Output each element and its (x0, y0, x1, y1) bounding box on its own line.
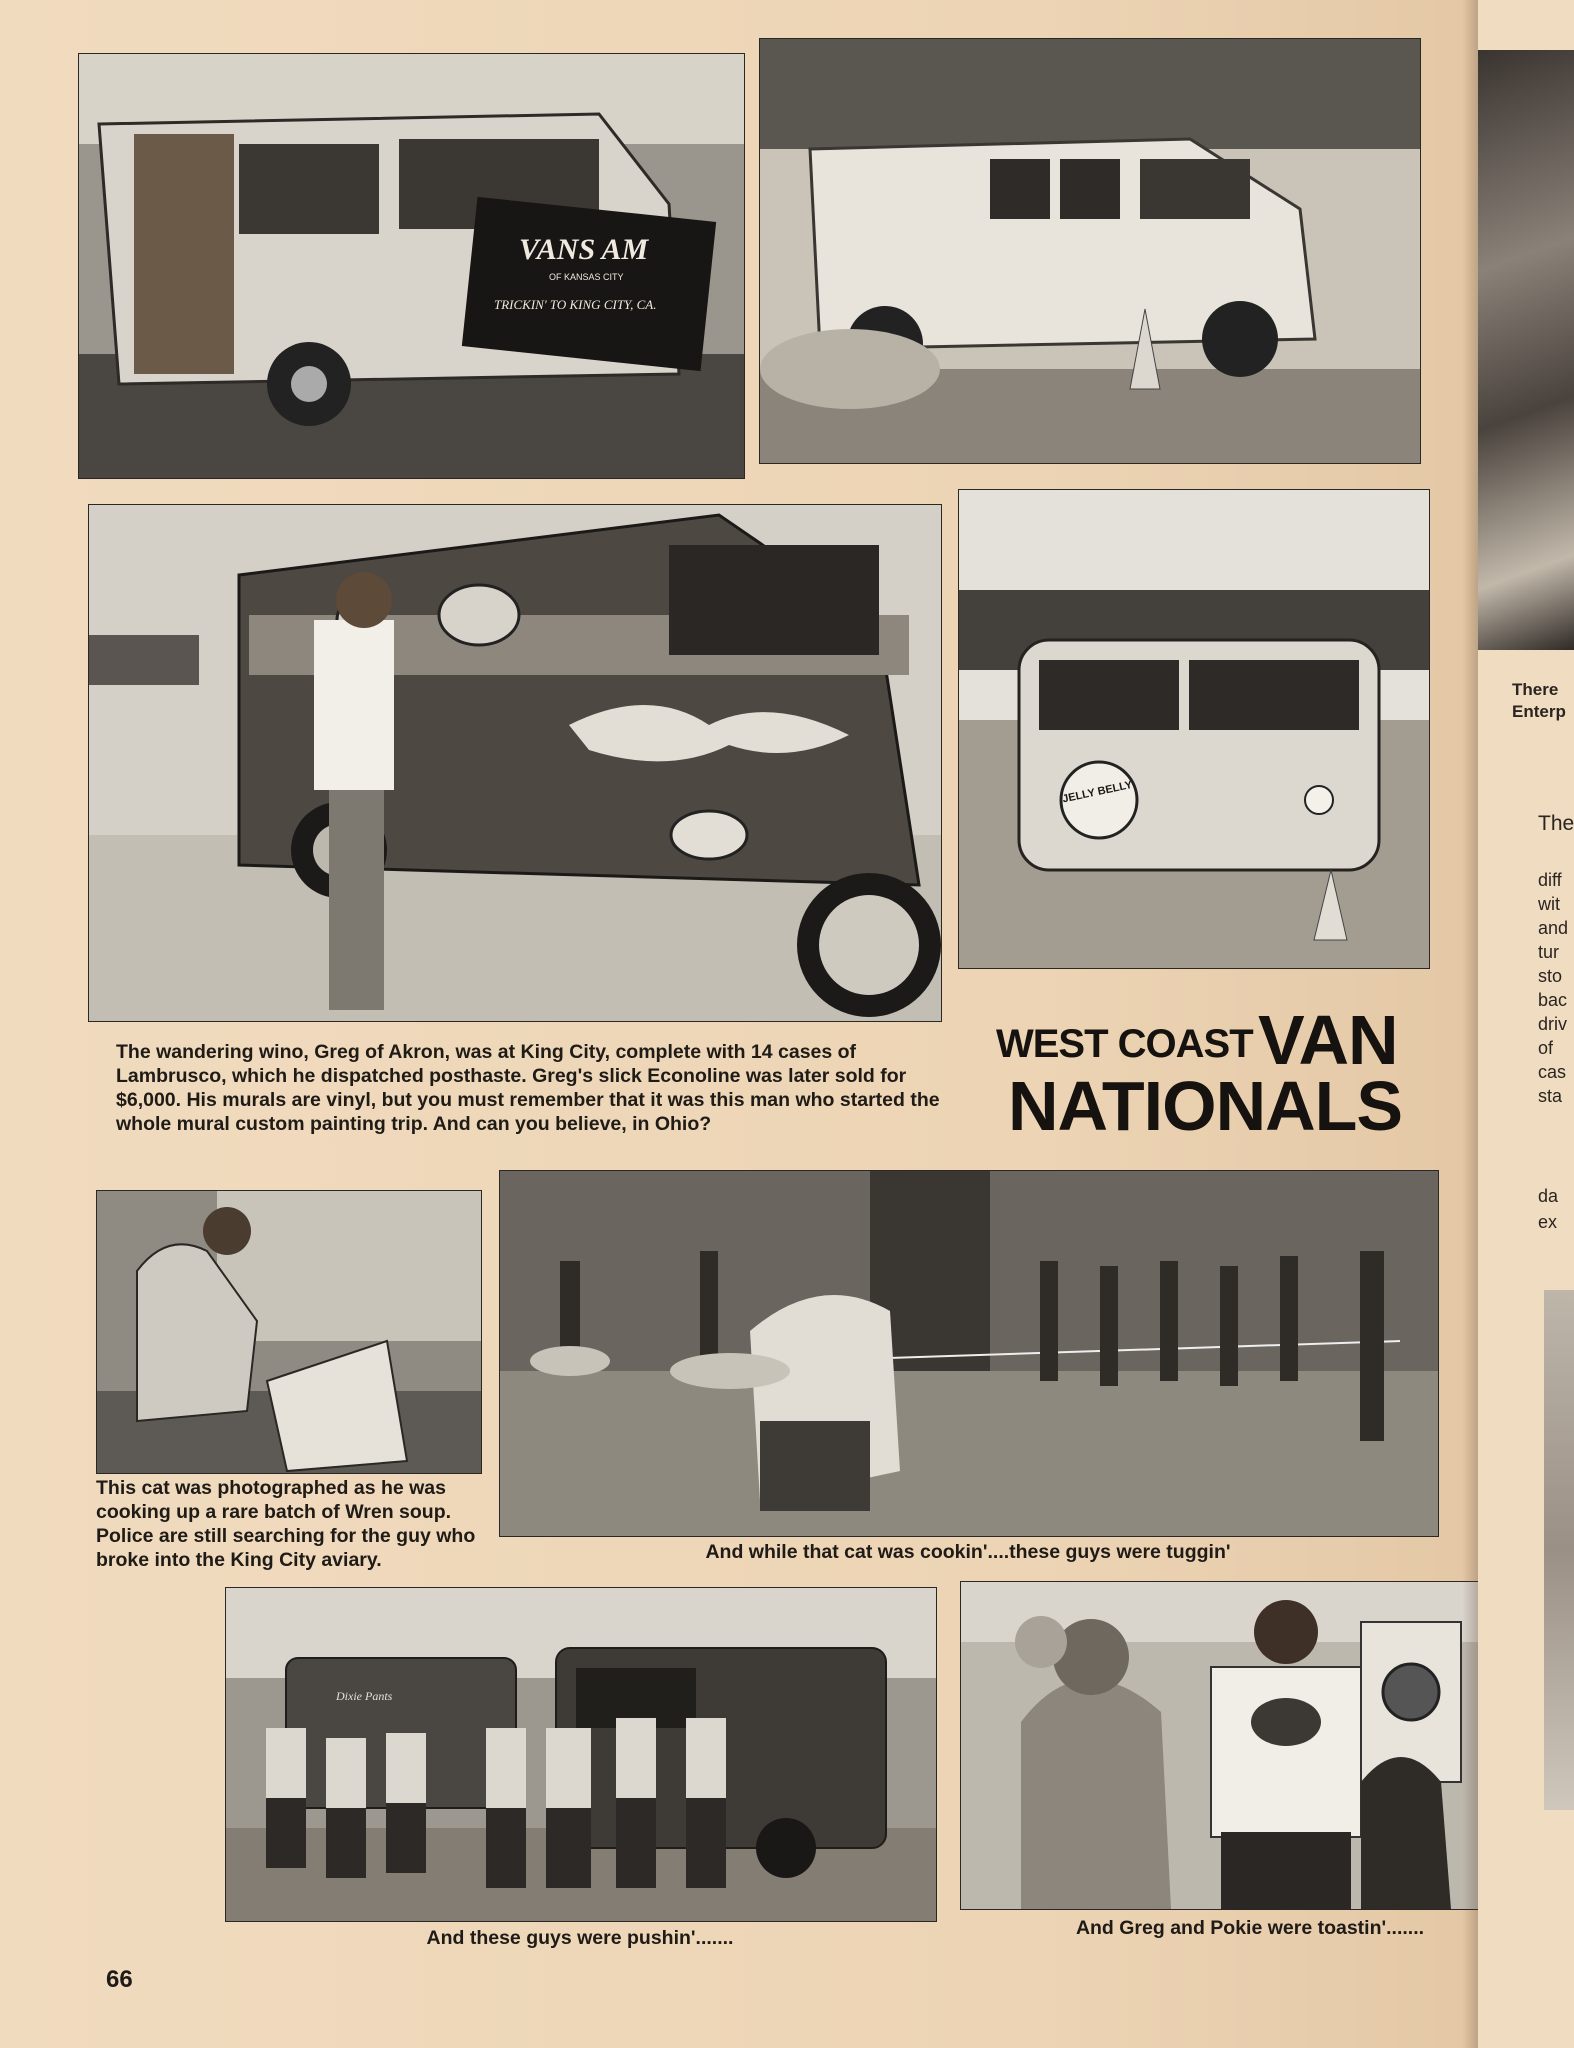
caption-toast: And Greg and Pokie were toastin'....... (1075, 1917, 1425, 1939)
van-sign-subtitle: OF KANSAS CITY (549, 272, 624, 282)
next-page-text-10: cas (1538, 1062, 1567, 1082)
photo-vw-bus (958, 489, 1430, 969)
next-page-text-6: sto (1538, 966, 1563, 986)
next-page-edge (1478, 0, 1574, 2048)
article-title (996, 1000, 1446, 1150)
caption-tug: And while that cat was cookin'....these guys were tuggin' (705, 1541, 1231, 1563)
next-page-text-13: ex (1538, 1212, 1558, 1232)
photo-tug-of-war (499, 1170, 1439, 1537)
push-van-script: Dixie Pants (336, 1689, 393, 1703)
title-west-coast: WEST COAST (996, 1022, 1253, 1066)
next-page-text-2: diff (1538, 870, 1562, 890)
next-page-text-8: driv (1538, 1014, 1568, 1034)
next-page-photo-top (1478, 50, 1574, 650)
van-sign-slogan: TRICKIN' TO KING CITY, CA. (494, 297, 657, 312)
photo-toasting (960, 1581, 1482, 1910)
caption-greg: The wandering wino, Greg of Akron, was at King City, complete with 14 cases of Lambrusco, which he dispatched posthaste. Greg's slick Econoline was later sold for $6,000. His murals are vinyl, but you must remember that it was this man who started the whole mural custom painting trip. And can you believe, in Ohio? (116, 1041, 940, 1135)
vw-spare-cover-text: JELLY BELLY (1061, 778, 1134, 806)
title-van: VAN (1258, 1001, 1398, 1079)
photo-greg-flame-van (88, 504, 942, 1022)
next-page-text-9: of (1538, 1038, 1554, 1058)
next-page-text-5: tur (1538, 942, 1560, 962)
title-nationals: NATIONALS (1008, 1067, 1403, 1145)
next-page-text-4: and (1538, 918, 1569, 938)
next-page-text-3: wit (1538, 894, 1560, 914)
photo-wren-soup (96, 1190, 482, 1474)
next-page-photo-bottom (1544, 1290, 1574, 1810)
next-page-text-11: sta (1538, 1086, 1563, 1106)
photo-custom-van-sign (78, 53, 745, 479)
photo-white-van-dust (759, 38, 1421, 464)
next-page-caption-1: There (1512, 680, 1559, 699)
van-sign-title: VANS AM (519, 233, 649, 266)
caption-push: And these guys were pushin'....... (426, 1927, 734, 1949)
next-page-caption-2: Enterp (1512, 702, 1566, 721)
page-number: 66 (106, 1966, 133, 1993)
next-page-text-1: The (1538, 812, 1574, 835)
photo-pushing-vans (225, 1587, 937, 1922)
caption-cat: This cat was photographed as he was cooking up a rare batch of Wren soup. Police are still searching for the guy who broke into the King City aviary. (96, 1477, 476, 1571)
next-page-text-7: bac (1538, 990, 1568, 1010)
next-page-text-12: da (1538, 1186, 1559, 1206)
